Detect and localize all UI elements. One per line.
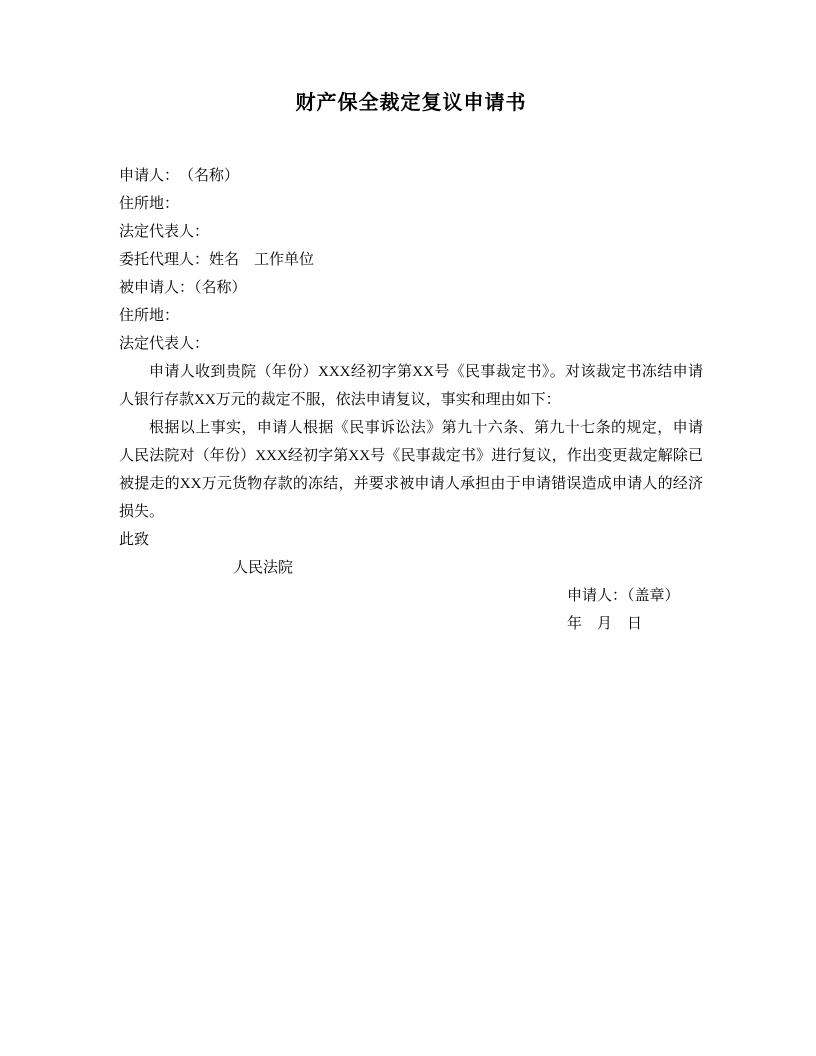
date-line: 年 月 日: [567, 616, 643, 632]
parties-section: [119, 162, 703, 358]
closing-section: [119, 526, 703, 582]
request-paragraph: 根据以上事实，申请人根据《民事诉讼法》第九十六条、第九十七条的规定，申请人民法院对（年份）XXX经初字第XX号《民事裁定书》进行复议，作出变更裁定解除已被提走的XX万元货物存款的冻结，并要求被申请人承担由于申请错误造成申请人的经济损失。: [119, 420, 703, 520]
document-content: [119, 0, 703, 638]
court-name-line: 人民法院: [233, 560, 294, 576]
respondent-line: 被申请人：（名称）: [119, 280, 247, 296]
applicant-address-line: 住所地：: [119, 196, 180, 212]
salutation-line: 此致: [119, 532, 150, 548]
body-section: [119, 358, 703, 526]
applicant-legal-rep-line: 法定代表人：: [119, 224, 210, 240]
respondent-legal-rep-line: 法定代表人：: [119, 336, 210, 352]
signature-section: [119, 582, 703, 638]
signer-line: 申请人：（盖章）: [567, 588, 680, 604]
respondent-address-line: 住所地：: [119, 308, 180, 324]
document-title: 财产保全裁定复议申请书: [295, 92, 527, 114]
agent-line: 委托代理人：姓名 工作单位: [119, 252, 315, 268]
facts-paragraph: 申请人收到贵院（年份）XXX经初字第XX号《民事裁定书》。对该裁定书冻结申请人银行存款XX万元的裁定不服，依法申请复议，事实和理由如下：: [119, 364, 703, 408]
applicant-line: 申请人： （名称）: [119, 168, 240, 184]
